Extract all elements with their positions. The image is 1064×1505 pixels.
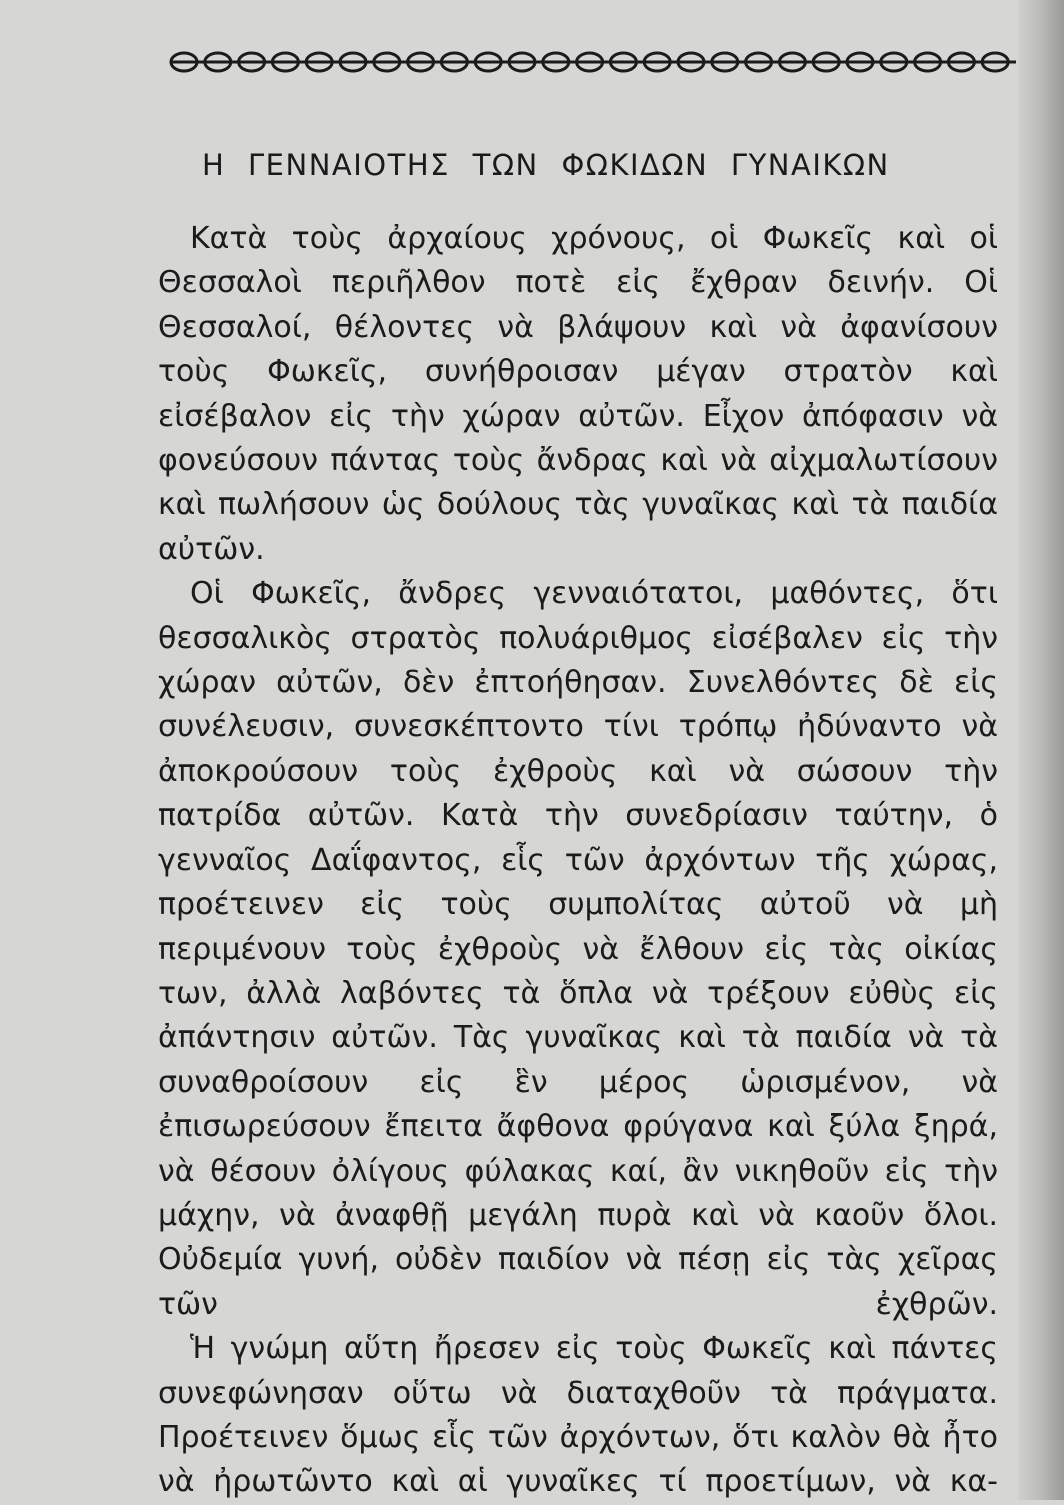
page-title: Η ΓΕΝΝΑΙΟΤΗΣ ΤΩΝ ΦΩΚΙΔΩΝ ΓΥΝΑΙΚΩΝ bbox=[202, 148, 890, 182]
chain-ornament bbox=[168, 46, 1018, 78]
paragraph: Οἱ Φωκεῖς, ἄνδρες γενναιότατοι, μαθόντες, ὅτι θεσσαλικὸς στρατὸς πολυάριθμος εἰσέβαλεν εἰς τὴν χώραν αὐτῶν, δὲν ἐπτοήθησαν. Συνελθόντες δὲ εἰς συνέλευσιν, συνεσκέπτοντο τίνι τρόπῳ ἠδύναντο νὰ ἀποκρούσουν τοὺς ἐχθροὺς καὶ νὰ σώσουν τὴν πατρίδα αὐτῶν. Κατὰ τὴν συνεδρίασιν ταύτην, ὁ γενναῖος Δαΐφαντος, εἷς τῶν ἀρχόντων τῆς χώρας, προέτεινεν εἰς τοὺς συμπολίτας αὐτοῦ νὰ μὴ περιμένουν τοὺς ἐχθροὺς νὰ ἔλθουν εἰς τὰς οἰκίας των, ἀλλὰ λαβόντες τὰ ὅπλα νὰ τρέξουν εὐθὺς εἰς ἀπάντησιν αὐτῶν. Τὰς γυναῖκας καὶ τὰ παιδία νὰ τὰ συναθροίσουν εἰς ἓν μέρος ὡρισμένον, νὰ ἐπισωρεύσουν ἔπειτα ἄφθονα φρύγανα καὶ ξύλα ξηρά, νὰ θέσουν ὀλίγους φύλακας καί, ἂν νικηθοῦν εἰς τὴν μάχην, νὰ ἀναφθῇ μεγάλη πυρὰ καὶ νὰ καοῦν ὅλοι. Οὐδεμία γυνή, οὐδὲν παιδίον νὰ πέσῃ εἰς τὰς χεῖρας τῶν ἐχθρῶν. bbox=[158, 576, 998, 1322]
paragraph: Κατὰ τοὺς ἀρχαίους χρόνους, οἱ Φωκεῖς καὶ οἱ Θεσσαλοὶ περιῆλθον ποτὲ εἰς ἔχθραν δεινήν. Οἱ Θεσσαλοί, θέλοντες νὰ βλάψουν καὶ νὰ ἀφανίσουν τοὺς Φωκεῖς, συνήθροισαν μέγαν στρατὸν καὶ εἰσέβαλον εἰς τὴν χώραν αὐτῶν. Εἶχον ἀπόφασιν νὰ φονεύσουν πάντας τοὺς ἄνδρας καὶ νὰ αἰχμαλωτίσουν καὶ πωλήσουν ὡς δούλους τὰς γυναῖκας καὶ τὰ παιδία αὐτῶν. bbox=[158, 221, 998, 567]
body-text bbox=[158, 217, 998, 1505]
paragraph: Ἡ γνώμη αὕτη ἤρεσεν εἰς τοὺς Φωκεῖς καὶ πάντες συνεφώνησαν οὕτω νὰ διαταχθοῦν τὰ πράγματα. Προέτεινεν ὅμως εἷς τῶν ἀρχόντων, ὅτι καλὸν θὰ ἦτο νὰ ἠρωτῶντο καὶ αἱ γυναῖκες τί προετίμων, νὰ κα- bbox=[158, 1331, 998, 1500]
page-edge-shadow bbox=[1018, 0, 1064, 1500]
